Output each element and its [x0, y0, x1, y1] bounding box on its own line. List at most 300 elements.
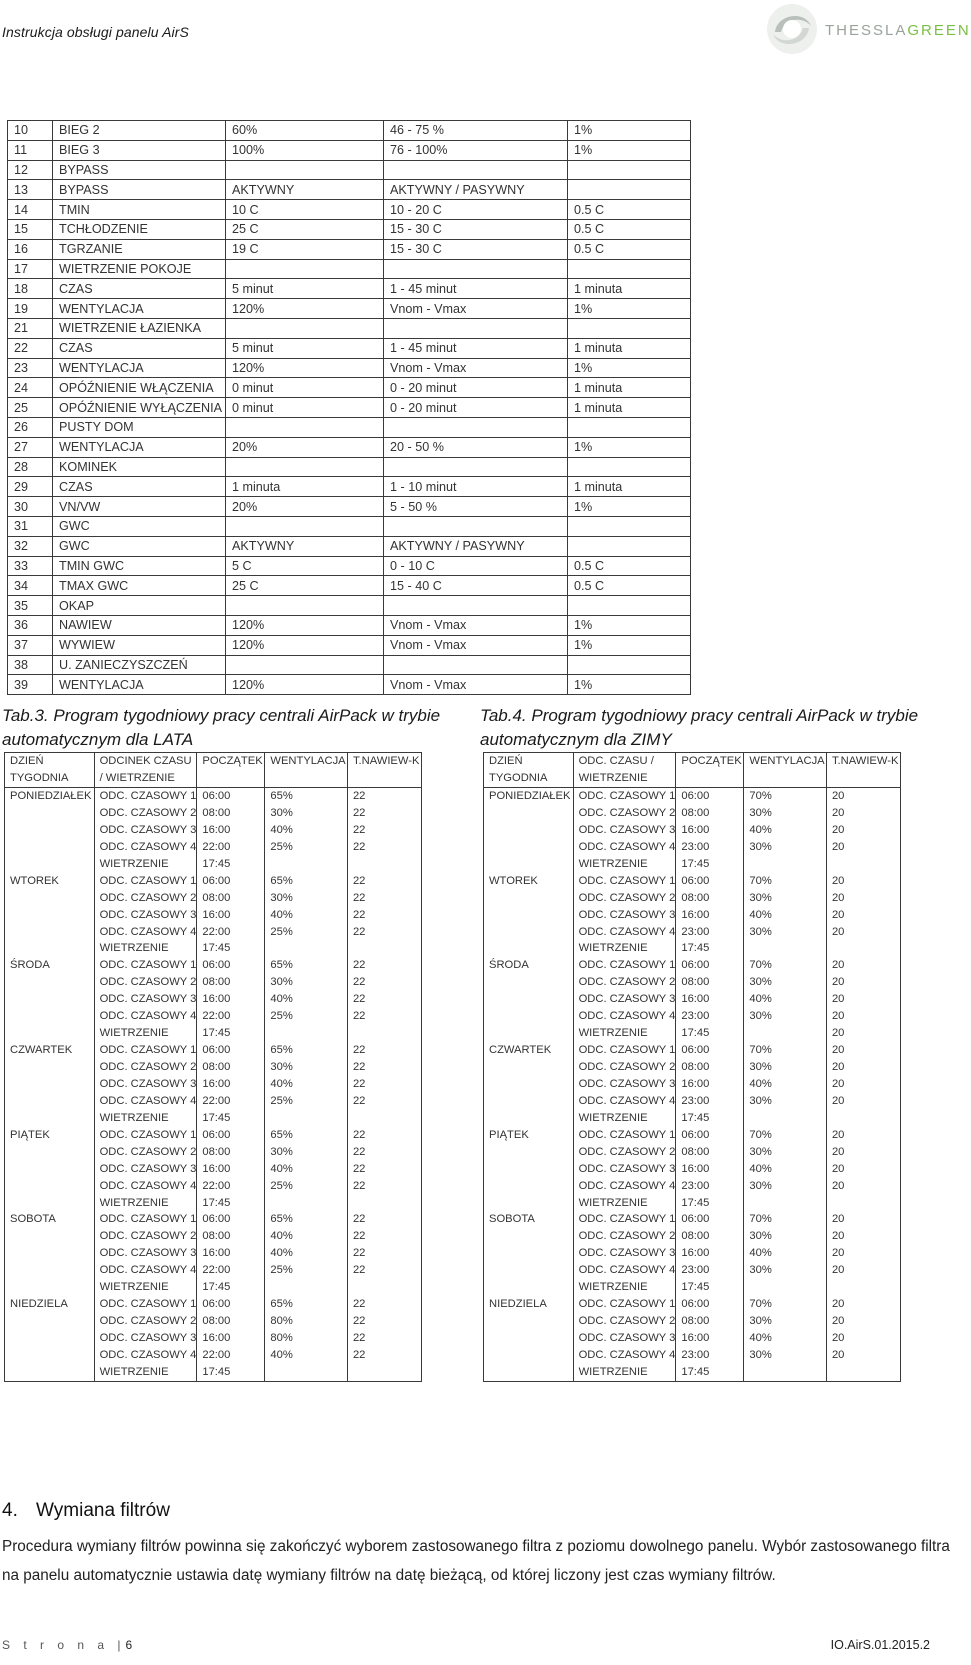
table-cell: 17 [8, 259, 53, 279]
table-cell: 20 [826, 1347, 900, 1364]
summer-schedule-table [4, 752, 422, 1382]
table-row [484, 1093, 901, 1110]
table-cell: 1 minuta [568, 279, 691, 299]
table-cell [5, 974, 95, 991]
table-cell [5, 839, 95, 856]
table-cell: WIETRZENIE [94, 1195, 197, 1212]
table-cell: 30% [265, 1059, 348, 1076]
table-cell: 20 [826, 839, 900, 856]
table-cell: ODC. CZASOWY 1 [94, 1211, 197, 1228]
table-row [484, 1110, 901, 1127]
table-cell [347, 1195, 421, 1212]
table-row [484, 1245, 901, 1262]
table-row [484, 1195, 901, 1212]
table-cell: 120% [226, 358, 384, 378]
table-cell [484, 805, 574, 822]
table-row [5, 1042, 422, 1059]
table-cell [265, 940, 348, 957]
table-cell [384, 516, 568, 536]
table-cell: 23:00 [676, 1008, 744, 1025]
table-cell: 65% [265, 1127, 348, 1144]
table-cell: 17:45 [197, 856, 265, 873]
table-cell: Vnom - Vmax [384, 615, 568, 635]
table-row [5, 1313, 422, 1330]
table-cell [744, 1279, 827, 1296]
table-cell: 08:00 [197, 974, 265, 991]
table-cell: 22 [347, 991, 421, 1008]
table-row [5, 1330, 422, 1347]
table-cell: 20 [826, 873, 900, 890]
table-cell: 08:00 [676, 1228, 744, 1245]
table-cell: 06:00 [197, 1296, 265, 1313]
table-cell: 18 [8, 279, 53, 299]
table-cell: GWC [53, 516, 226, 536]
table-row [5, 856, 422, 873]
table-cell [5, 1262, 95, 1279]
table-row [484, 1296, 901, 1313]
table-cell: BIEG 3 [53, 140, 226, 160]
table-cell: ODC. CZASOWY 1 [94, 1042, 197, 1059]
table-cell: 19 [8, 299, 53, 319]
table-row [5, 839, 422, 856]
table-cell: ODC. CZASOWY 3 [94, 1076, 197, 1093]
table-cell: 25% [265, 1178, 348, 1195]
table-cell: WIETRZENIE ŁAZIENKA [53, 318, 226, 338]
table-cell: PIĄTEK [10, 1128, 50, 1141]
table-cell: 40% [265, 907, 348, 924]
table-row [484, 873, 901, 890]
table-row [5, 1144, 422, 1161]
table-cell [484, 924, 574, 941]
table-cell: 1 minuta [568, 378, 691, 398]
table-cell: NIEDZIELA [10, 1298, 68, 1311]
table-row [484, 1313, 901, 1330]
table-cell: 06:00 [197, 873, 265, 890]
table-cell: 22 [347, 1245, 421, 1262]
table-row [8, 140, 691, 160]
column-header: T.NAWIEW-K [347, 753, 421, 788]
table-cell: 06:00 [676, 1296, 744, 1313]
table-cell: 20 [826, 1245, 900, 1262]
table-row [8, 219, 691, 239]
table-cell: ŚRODA [10, 959, 50, 972]
table-cell: 22 [347, 1008, 421, 1025]
table-cell: 17:45 [676, 1110, 744, 1127]
table-row [8, 398, 691, 418]
table-cell: 16:00 [197, 1330, 265, 1347]
table-cell: AKTYWNY [226, 536, 384, 556]
table-cell: 06:00 [197, 957, 265, 974]
section-number: 4. [2, 1500, 18, 1521]
table-cell: 30% [744, 1059, 827, 1076]
table-cell [826, 1110, 900, 1127]
table-cell: 10 [8, 121, 53, 141]
table-row [8, 358, 691, 378]
table-row [8, 180, 691, 200]
table-cell: 20 [826, 890, 900, 907]
table-cell: ODC. CZASOWY 2 [573, 1313, 676, 1330]
table-cell: PONIEDZIAŁEK [10, 790, 92, 802]
table-cell: 30% [744, 1144, 827, 1161]
table-cell: ODC. CZASOWY 2 [94, 805, 197, 822]
table-row [484, 856, 901, 873]
table-cell: 15 - 30 C [384, 239, 568, 259]
table-cell: 30% [744, 890, 827, 907]
document-title: Instrukcja obsługi panelu AirS [2, 24, 189, 40]
table-row [484, 974, 901, 991]
table-cell [384, 160, 568, 180]
table-cell: 22 [347, 957, 421, 974]
table-cell [5, 940, 95, 957]
table-row [484, 1161, 901, 1178]
table-cell: 20 [826, 1313, 900, 1330]
table-cell: PIĄTEK [489, 1128, 529, 1141]
table-cell [484, 940, 574, 957]
table-cell: 20 [826, 1262, 900, 1279]
table-cell: ODC. CZASOWY 2 [94, 1059, 197, 1076]
table-row [5, 1195, 422, 1212]
table-cell [347, 1364, 421, 1381]
table-row [484, 1127, 901, 1144]
table-cell: 1 minuta [568, 398, 691, 418]
table-cell: 22 [8, 338, 53, 358]
table-cell: 37 [8, 635, 53, 655]
table-row [484, 1042, 901, 1059]
table-cell: 20 [826, 1296, 900, 1313]
header-row [5, 753, 422, 788]
table-cell [5, 1279, 95, 1296]
table-row [8, 318, 691, 338]
table-row [484, 1347, 901, 1364]
table-cell: ODC. CZASOWY 4 [573, 1262, 676, 1279]
table-row [8, 160, 691, 180]
table-row [8, 497, 691, 517]
table-cell: ODC. CZASOWY 3 [94, 822, 197, 839]
table-row [5, 1161, 422, 1178]
table-cell: 30% [744, 1313, 827, 1330]
table-cell: 15 [8, 219, 53, 239]
table-cell: WENTYLACJA [53, 437, 226, 457]
table-cell: 100% [226, 140, 384, 160]
table-cell: 10 C [226, 200, 384, 220]
table-cell: PUSTY DOM [53, 417, 226, 437]
table-cell: 20 [826, 1008, 900, 1025]
table-cell: 1 - 45 minut [384, 279, 568, 299]
table-row [484, 1025, 901, 1042]
table-cell: 120% [226, 615, 384, 635]
table-cell: 20 [826, 1161, 900, 1178]
table-cell: 12 [8, 160, 53, 180]
table-cell: 20 [826, 957, 900, 974]
table-cell: 70% [744, 1127, 827, 1144]
table-cell: 23:00 [676, 1262, 744, 1279]
table-cell: 20 [826, 1178, 900, 1195]
page-label: S t r o n a | [2, 1638, 126, 1652]
table-cell: ODC. CZASOWY 1 [94, 788, 197, 805]
table-cell: 16:00 [676, 991, 744, 1008]
table-cell: 20 - 50 % [384, 437, 568, 457]
table-cell: 16:00 [197, 1161, 265, 1178]
table-cell [5, 1347, 95, 1364]
table-cell [5, 1364, 95, 1381]
table-cell: ODC. CZASOWY 2 [573, 974, 676, 991]
table-cell: 20 [826, 1042, 900, 1059]
table-cell [484, 822, 574, 839]
table-cell: 23:00 [676, 924, 744, 941]
table-cell: ODC. CZASOWY 3 [573, 1245, 676, 1262]
table-cell [5, 1313, 95, 1330]
table-cell: ODC. CZASOWY 4 [94, 1347, 197, 1364]
table-cell: ODC. CZASOWY 4 [94, 1093, 197, 1110]
table-row [8, 457, 691, 477]
table-cell [484, 1059, 574, 1076]
page-footer-label [2, 1638, 132, 1652]
table-row [484, 907, 901, 924]
winter-schedule-table [483, 752, 901, 1382]
table-cell: VN/VW [53, 497, 226, 517]
table-cell: 5 - 50 % [384, 497, 568, 517]
table-cell [265, 1364, 348, 1381]
table-cell: 30% [744, 1347, 827, 1364]
table-cell: 35 [8, 596, 53, 616]
table-cell [226, 516, 384, 536]
table-cell: 40% [744, 991, 827, 1008]
section-heading [2, 1500, 170, 1522]
table-cell [484, 907, 574, 924]
table-cell: 24 [8, 378, 53, 398]
table-cell: TCHŁODZENIE [53, 219, 226, 239]
table-cell [5, 822, 95, 839]
table-cell: 06:00 [676, 1211, 744, 1228]
table-cell: 10 - 20 C [384, 200, 568, 220]
table-cell: ODC. CZASOWY 2 [573, 890, 676, 907]
table-cell: ODC. CZASOWY 4 [573, 1008, 676, 1025]
table-cell: 25% [265, 839, 348, 856]
section-title: Wymiana filtrów [36, 1500, 170, 1521]
table-cell [484, 1347, 574, 1364]
table-row [5, 1093, 422, 1110]
table-cell [384, 318, 568, 338]
table-cell: 25 C [226, 576, 384, 596]
table-cell: 30% [744, 924, 827, 941]
table-cell: 08:00 [197, 805, 265, 822]
table-cell: 20 [826, 805, 900, 822]
table-cell [568, 318, 691, 338]
table-row [484, 788, 901, 805]
table-cell: 1% [568, 437, 691, 457]
table-cell [484, 1076, 574, 1093]
table-cell: 30% [265, 1144, 348, 1161]
table-cell: 06:00 [676, 1127, 744, 1144]
column-header: ODC. CZASU / WIETRZENIE [573, 753, 676, 788]
table-row [5, 1228, 422, 1245]
table-row [484, 1228, 901, 1245]
table-cell: 08:00 [197, 1313, 265, 1330]
table-cell: OPÓŹNIENIE WYŁĄCZENIA [53, 398, 226, 418]
table-cell: 36 [8, 615, 53, 635]
table-cell: 08:00 [676, 805, 744, 822]
table-row [8, 516, 691, 536]
table-cell: 16:00 [676, 1245, 744, 1262]
table-cell: 70% [744, 1296, 827, 1313]
table-row [484, 940, 901, 957]
table-cell: 22 [347, 1228, 421, 1245]
table-cell: 17:45 [676, 1195, 744, 1212]
table-cell: 5 C [226, 556, 384, 576]
table-cell: 22 [347, 1144, 421, 1161]
table-cell: 16:00 [197, 991, 265, 1008]
table-cell: 32 [8, 536, 53, 556]
table-cell: 08:00 [676, 1144, 744, 1161]
table-row [8, 477, 691, 497]
table-cell: 17:45 [197, 1195, 265, 1212]
column-header: WENTYLACJA [265, 753, 348, 788]
table-cell: 40% [265, 991, 348, 1008]
table-row [8, 437, 691, 457]
table-cell: 0 - 20 minut [384, 398, 568, 418]
table-cell [826, 940, 900, 957]
table-cell [484, 974, 574, 991]
table-cell: 1 - 10 minut [384, 477, 568, 497]
table-cell: ODC. CZASOWY 3 [573, 1330, 676, 1347]
table-row [484, 805, 901, 822]
table-cell: Vnom - Vmax [384, 358, 568, 378]
table-row [5, 890, 422, 907]
tab4-caption-line2: automatycznym dla ZIMY [480, 730, 672, 749]
table-cell [568, 596, 691, 616]
table-cell: KOMINEK [53, 457, 226, 477]
table-cell: ODC. CZASOWY 2 [94, 890, 197, 907]
table-cell: WYWIEW [53, 635, 226, 655]
table-cell: BYPASS [53, 180, 226, 200]
table-cell: ODC. CZASOWY 2 [573, 1144, 676, 1161]
table-cell [226, 655, 384, 675]
table-cell: ODC. CZASOWY 1 [573, 1211, 676, 1228]
table-cell: 80% [265, 1330, 348, 1347]
page-number: 6 [125, 1638, 133, 1652]
table-cell: 40% [744, 822, 827, 839]
table-cell: 22:00 [197, 1008, 265, 1025]
table-cell [568, 259, 691, 279]
parameters-table [7, 120, 691, 695]
table-cell [5, 890, 95, 907]
table-row [484, 839, 901, 856]
table-cell: 1 minuta [226, 477, 384, 497]
table-cell: PONIEDZIAŁEK [489, 790, 571, 802]
table-cell [484, 1364, 574, 1381]
table-row [8, 655, 691, 675]
table-cell: 38 [8, 655, 53, 675]
column-header: POCZĄTEK [676, 753, 744, 788]
table-cell: ODC. CZASOWY 3 [573, 822, 676, 839]
table-cell: 0 - 10 C [384, 556, 568, 576]
table-cell: 40% [265, 1245, 348, 1262]
table-cell [484, 1025, 574, 1042]
table-row [484, 991, 901, 1008]
table-cell: 1% [568, 140, 691, 160]
table-cell [568, 180, 691, 200]
table-cell: 19 C [226, 239, 384, 259]
table-cell: 17:45 [676, 1279, 744, 1296]
table-row [5, 1178, 422, 1195]
table-cell: 40% [265, 1228, 348, 1245]
table-cell: 22 [347, 974, 421, 991]
table-cell [5, 924, 95, 941]
table-cell: ODC. CZASOWY 3 [94, 1245, 197, 1262]
table-cell [347, 1279, 421, 1296]
table-cell: 40% [744, 1245, 827, 1262]
table-cell: 20 [826, 1093, 900, 1110]
table-cell: 65% [265, 788, 348, 805]
table-cell [484, 1330, 574, 1347]
table-cell: 15 - 30 C [384, 219, 568, 239]
table-cell [265, 1110, 348, 1127]
table-cell: 20 [826, 907, 900, 924]
table-cell: OKAP [53, 596, 226, 616]
table-row [8, 299, 691, 319]
table-cell: 1% [568, 358, 691, 378]
table-cell: SOBOTA [489, 1213, 535, 1226]
tab3-caption-line1: Program tygodniowy pracy centrali AirPack w trybie [48, 706, 441, 725]
table-cell: 22 [347, 1161, 421, 1178]
column-header: DZIEŃ TYGODNIA [484, 753, 574, 788]
table-cell: 14 [8, 200, 53, 220]
table-cell [5, 1008, 95, 1025]
table-cell: ODC. CZASOWY 2 [94, 1144, 197, 1161]
table-cell: 30% [265, 974, 348, 991]
table-cell: WIETRZENIE POKOJE [53, 259, 226, 279]
table-cell: BIEG 2 [53, 121, 226, 141]
table-cell: 08:00 [197, 890, 265, 907]
table-cell: TGRZANIE [53, 239, 226, 259]
table-cell: 34 [8, 576, 53, 596]
table-cell [484, 1195, 574, 1212]
table-row [484, 1144, 901, 1161]
table-cell [5, 907, 95, 924]
table-cell [265, 1025, 348, 1042]
table-row [8, 576, 691, 596]
table-cell [384, 417, 568, 437]
table-cell [265, 856, 348, 873]
table-cell [265, 1279, 348, 1296]
table-cell: NIEDZIELA [489, 1298, 547, 1311]
table-cell: 22 [347, 1313, 421, 1330]
table-cell: ODC. CZASOWY 3 [94, 1161, 197, 1178]
table-cell: 30% [265, 890, 348, 907]
table-cell: 06:00 [676, 957, 744, 974]
table-row [5, 873, 422, 890]
table-cell: 40% [265, 822, 348, 839]
table-row [8, 378, 691, 398]
table-cell [5, 1110, 95, 1127]
table-cell: 22 [347, 924, 421, 941]
table-cell: AKTYWNY / PASYWNY [384, 180, 568, 200]
table-cell: 08:00 [676, 890, 744, 907]
table-cell: 20 [826, 1144, 900, 1161]
tab3-caption-line2: automatycznym dla LATA [2, 730, 194, 749]
table-cell [484, 1144, 574, 1161]
table-cell: NAWIEW [53, 615, 226, 635]
table-cell: 40% [265, 1076, 348, 1093]
table-cell: 22:00 [197, 1178, 265, 1195]
table-cell: AKTYWNY / PASYWNY [384, 536, 568, 556]
table-cell: 22:00 [197, 1262, 265, 1279]
table-cell: 120% [226, 675, 384, 695]
table-cell: 40% [744, 1161, 827, 1178]
table-cell: 1% [568, 497, 691, 517]
table-cell [484, 1228, 574, 1245]
table-cell: 20 [826, 822, 900, 839]
